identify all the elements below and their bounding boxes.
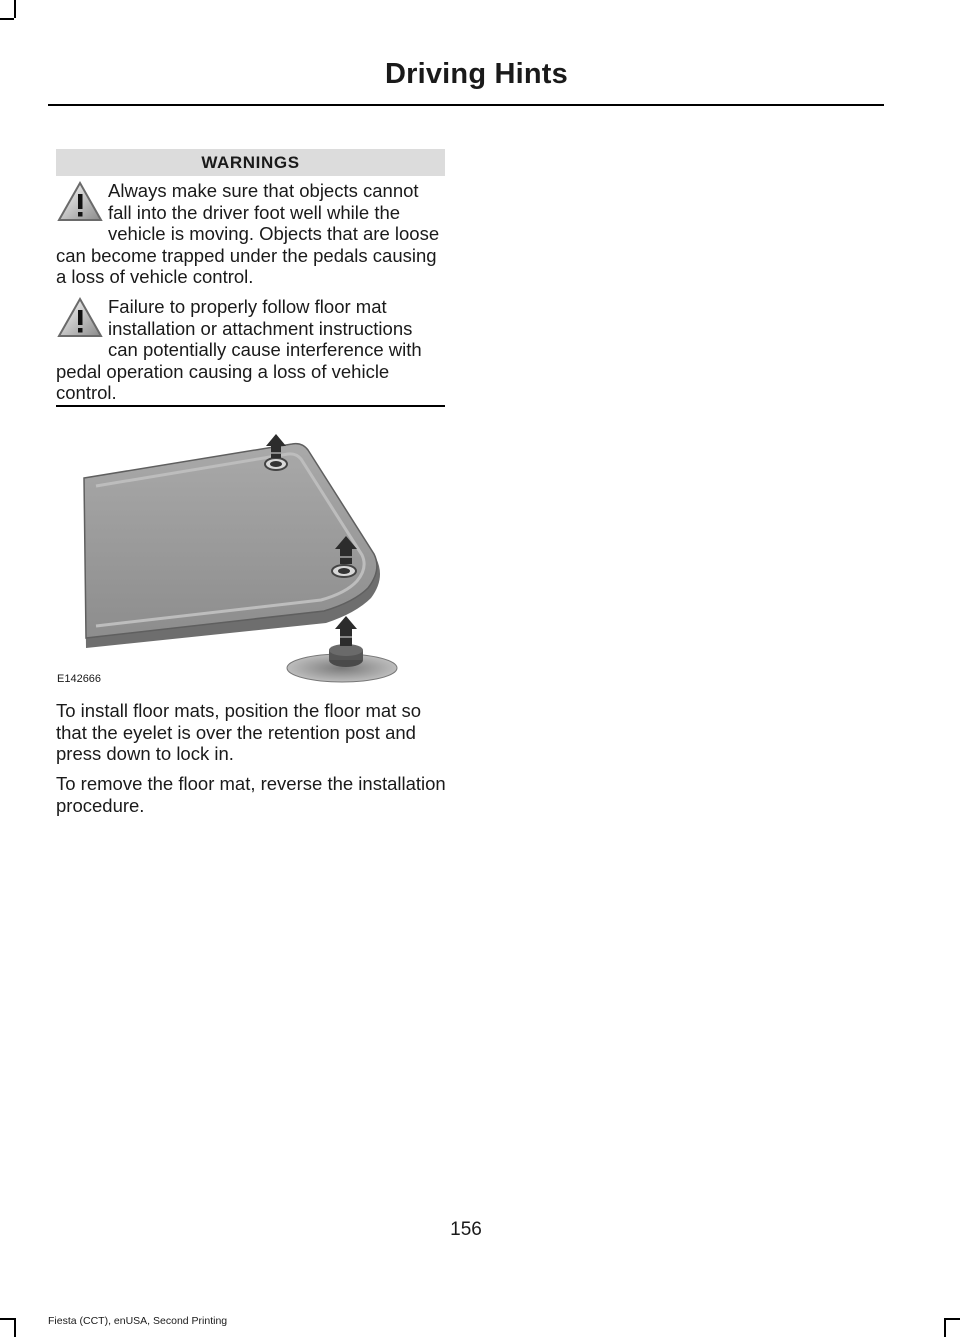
crop-mark [0,1318,14,1320]
footer-edition: Fiesta (CCT), enUSA, Second Printing [48,1315,228,1327]
crop-mark [14,0,16,18]
header-divider [48,104,884,106]
warning-triangle-icon [56,180,104,224]
warnings-heading: WARNINGS [56,149,445,176]
warning-triangle-icon [56,296,104,340]
crop-mark [0,18,14,20]
warning-text: Always make sure that objects cannot fall into the driver foot well while the vehicle is moving. Objects that are loose can become trapped under the pedals causing a loss of vehicle control. [56,180,440,287]
figure-code: E142666 [57,673,102,685]
warning-item [56,180,445,288]
crop-mark [14,1318,16,1337]
instruction-paragraph: To install floor mats, position the floor mat so that the eyelet is over the retention post and press down to lock in. [56,700,422,764]
warnings-divider [56,405,445,407]
crop-mark [944,1318,946,1337]
crop-mark [946,1318,960,1320]
page-title: Driving Hints [384,58,568,90]
floor-mat-illustration [56,428,445,692]
warning-text: Failure to properly follow floor mat installation or attachment instructions can potentially cause interference with pedal operation causing a loss of vehicle control. [56,296,422,403]
warning-item [56,296,445,404]
page-number: 156 [450,1219,482,1240]
instruction-paragraph: To remove the floor mat, reverse the installation procedure. [56,773,446,816]
